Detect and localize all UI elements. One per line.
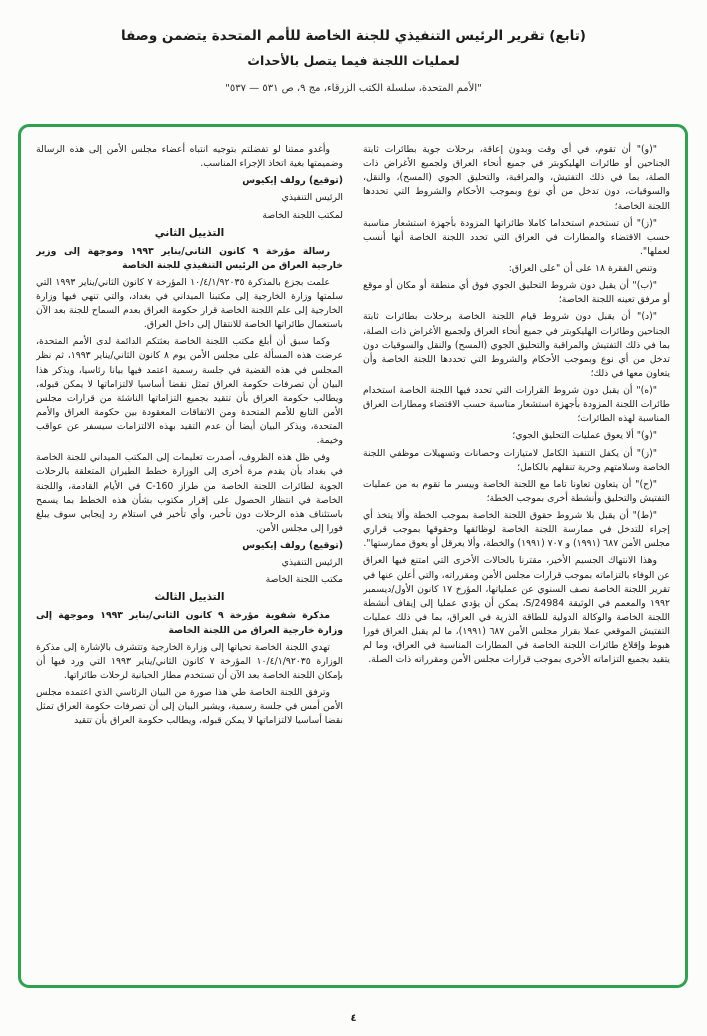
paragraph: "(ح)" أن يتعاون تعاونا تاما مع اللجنة الخاصة وييسر ما تقوم به من عمليات التفتيش والتحليق وأنشطة أخرى بموجب الخطة؛ [363, 478, 670, 504]
source-citation: "الأمم المتحدة، سلسلة الكتب الزرقاء، مج ٩، ص ٥٣١ — ٥٣٧" [225, 83, 482, 94]
paragraph: وترفق اللجنة الخاصة طي هذا صورة من البيان الرئاسي الذي اعتمده مجلس الأمن أمس في جلسة رسمية، ويشير البيان إلى أن تصرفات حكومة العراق تمثل نقضا أساسيا لالتزاماتها لا يمكن قبوله، ويطالب حكومة العراق بأن تتقيد [36, 687, 343, 727]
paragraph: "(ز)" أن تستخدم استخداما كاملا طائراتها المزودة بأجهزة استشعار مناسبة حسب الاقتضاء والمطارات في العراق التي تحدد اللجنة الخاصة أنها أنسب لعملها". [363, 217, 670, 257]
paragraph: "(ه)" أن يقبل دون شروط القرارات التي تحدد فيها اللجنة الخاصة استخدام طائرات اللجنة المزودة بأجهزة استشعار مناسبة حسب الاقتضاء ومطارات العراق المناسبة لهذه الطائرات؛ [363, 385, 670, 425]
paragraph: وأغدو ممتنا لو تفضلتم بتوجيه انتباه أعضاء مجلس الأمن إلى هذه الرسالة وضميمتها بغية اتخاذ الإجراء المناسب. [36, 144, 343, 170]
paragraph: وهذا الانتهاك الجسيم الأخير، مقترنا بالحالات الأخرى التي امتنع فيها العراق عن الوفاء بالتزاماته بموجب قرارات مجلس الأمن ومقرراته، والتي أعلن عنها في تقرير اللجنة الخاصة نصف السنوي عن عملياتها، المؤرخ ١٧ كانون الأول/ديسمبر ١٩٩٢ والمعمم في الوثيقة S/24984، يمكن أن يؤدي عمليا إلى إيقاف أنشطة اللجنة الخاصة والوكالة الدولية للطاقة الذرية في العراق، بما في ذلك عمليات التفتيش الموقعي عملا بقرار مجلس الأمن ٦٨٧ (١٩٩١)، ما لم يقبل العراق فورا هبوط وإقلاع طائرات اللجنة الخاصة في المطارات المناسبة في العراق، وما لم يتقيد بجميع التزاماته الأخرى بموجب قرارات مجلس الأمن ومقرراته ذات الصلة. [363, 555, 670, 666]
paragraph: علمت بجزع بالمذكرة ١٠/٤/١/٩٢٠٣٥ المؤرخة ٧ كانون الثاني/يناير ١٩٩٣ التي سلمتها وزارة الخارجية إلى مكتبنا الميداني في بغداد، والتي تنهي فيها وزارة الخارجية إلى علم اللجنة الخاصة قرار حكومة العراق بعدم السماح للجنة بعد الآن باستعمال طائراتها الخاصة للانتقال إلى داخل العراق. [36, 276, 343, 331]
column-right [363, 140, 670, 972]
paragraph: (توقيع) رولف إيكيوس [242, 175, 343, 187]
paragraph: وفي ظل هذه الظروف، أصدرت تعليمات إلى المكتب الميداني للجنة الخاصة في بغداد بأن يقدم مرة أخرى إلى الوزارة خطط الطيران المتعلقة بالرحلات الجوية لطائرات اللجنة الخاصة من طراز C-160 في الأيام القادمة، واللجنة الخاصة في انتظار الحصول على إقرار مكتوب بشأن هذه الخطط بما يسمح باستئناف هذه الرحلات دون تأخير، وأي تأخير في استلام رد إيجابي سوف يبلغ فورا إلى مجلس الأمن. [36, 452, 343, 534]
two-column-layout [36, 140, 670, 972]
paragraph: مذكرة شفوية مؤرخة ٩ كانون الثاني/يناير ١٩٩٣ وموجهة إلى وزارة خارجية العراق من اللجنة الخاصة [36, 610, 343, 636]
content-frame [18, 124, 688, 988]
paragraph: "(د)" أن يقبل دون شروط قيام اللجنة الخاصة برحلات بطائرات ثابتة الجناحين وطائرات الهليكوبتر في جميع أنحاء العراق ولجميع الأغراض ذات الصلة، بما في ذلك التفتيش والمراقبة والتحليق الجوي (المسح) والنقل والسوقيات دون تدخل من أي نوع وبموجب الأحكام والشروط التي تحددها اللجنة الخاصة وأن يتعاون معها في ذلك؛ [363, 311, 670, 379]
paragraph: وتنص الفقرة ١٨ على أن "على العراق: [508, 263, 657, 274]
paragraph: الرئيس التنفيذي [281, 192, 343, 204]
paragraph: الرئيس التنفيذي [281, 557, 343, 569]
document-subtitle: لعمليات اللجنة فيما يتصل بالأحداث [247, 53, 460, 68]
paragraph: تهدي اللجنة الخاصة تحياتها إلى وزارة الخارجية وتتشرف بالإشارة إلى مذكرة الوزارة ١٠/٤/١/٩٢٠٣٥ المؤرخة ٧ كانون الثاني/يناير ١٩٩٣ التي ورد فيها أن بإمكان اللجنة الخاصة بعد الآن أن تستخدم مطار الحبانية لرحلات طائراتها. [36, 641, 343, 681]
paragraph: مكتب اللجنة الخاصة [265, 574, 343, 586]
paragraph: "(و)" أن تقوم، في أي وقت وبدون إعاقة، برحلات جوية بطائرات ثابتة الجناحين أو طائرات الهليكوبتر في جميع أنحاء العراق ولجميع الأغراض ذات الصلة، بما في ذلك التفتيش، والمراقبة، والتحليق الجوي (المسح)، والنقل، والسوقيات، دون تدخل من أي نوع وبموجب الأحكام والشروط التي تحددها اللجنة الخاصة؛ [363, 144, 670, 212]
paragraph: "(و)" ألا يعوق عمليات التحليق الجوي؛ [512, 430, 657, 442]
column-left [36, 140, 343, 972]
paragraph: وكما سبق أن أبلغ مكتب اللجنة الخاصة بعثتكم الدائمة لدى الأمم المتحدة، عرضت هذه المسألة على مجلس الأمن يوم ٨ كانون الثاني/يناير ١٩٩٣، ثم نظر المجلس في هذه القضية في جلسة رسمية اعتمد فيها بيانا رئاسيا، ويذكر هذا البيان أن تصرفات حكومة العراق تمثل نقضا أساسيا لالتزاماتها لا يمكن قبوله، ويطالب حكومة العراق بأن تتقيد بجميع التزاماتها الناشئة من قرارات مجلس الأمن التابع للأمم المتحدة ومن الاتفاقات المعقودة بين حكومة العراق والأمم المتحدة، ويذكر البيان أيضا أن عدم التقيد بهذه الالتزامات سيسفر عن عواقب وخيمة. [36, 336, 343, 447]
paragraph: "(ز)" أن يكفل التنفيذ الكامل لامتيازات وحصانات وتسهيلات موظفي اللجنة الخاصة وسلامتهم وحرية تنقلهم بالكامل؛ [363, 447, 670, 473]
paragraph: رسالة مؤرخة ٩ كانون الثاني/يناير ١٩٩٣ وموجهة إلى وزير خارجية العراق من الرئيس التنفيذي للجنة الخاصة [36, 245, 343, 271]
paragraph: (توقيع) رولف إيكيوس [242, 540, 343, 552]
paragraph: التذييل الثالث [154, 591, 225, 604]
paragraph: لمكتب اللجنة الخاصة [262, 209, 343, 221]
document-header [0, 28, 707, 94]
document-title: (تابع) تقرير الرئيس التنفيذي للجنة الخاصة للأمم المتحدة يتضمن وصفا [121, 28, 586, 44]
paragraph: "(ط)" أن يقبل بلا شروط حقوق اللجنة الخاصة بموجب الخطة وألا يتخذ أي إجراء للتدخل في ممارسة اللجنة الخاصة لوظائفها وحقوقها بموجب قراري مجلس الأمن ٦٨٧ (١٩٩١) و ٧٠٧ (١٩٩١) والخطة، وألا يعرقل أو يعوق ممارستها". [363, 510, 670, 550]
paragraph: التذييل الثاني [154, 226, 225, 239]
paragraph: "(ب)" أن يقبل دون شروط التحليق الجوي فوق أي منطقة أو مكان أو موقع أو مرفق تعينه اللجنة الخاصة؛ [363, 280, 670, 306]
page-number: ٤ [350, 1013, 357, 1024]
